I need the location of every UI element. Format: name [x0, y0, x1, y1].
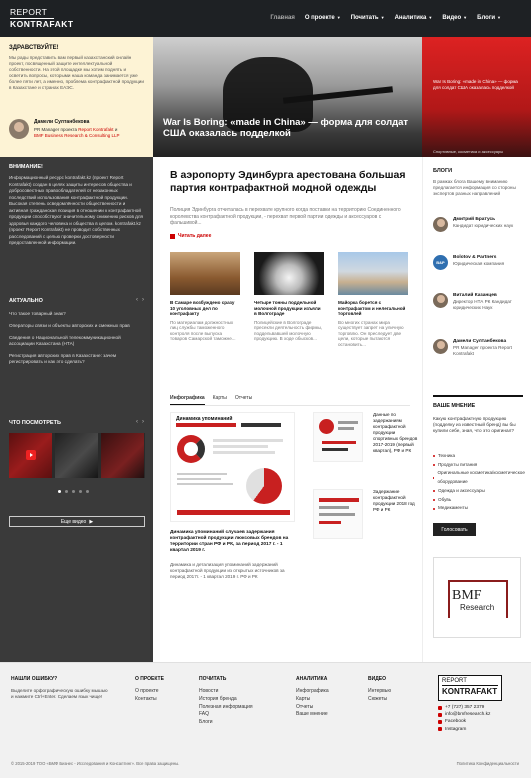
- carousel-dot[interactable]: [86, 490, 89, 493]
- infographic-heading: Динамика упоминаний: [176, 416, 233, 422]
- news-card[interactable]: [254, 252, 324, 342]
- nav-blogs[interactable]: [477, 15, 501, 21]
- footer-error-text: Выделите орфографическую ошибку мышью и нажмите Ctrl+Enter. Сделаем язык чище!: [11, 688, 108, 699]
- infographic-thumbnail-mark: [338, 427, 354, 430]
- play-icon[interactable]: [26, 450, 36, 460]
- nav-home[interactable]: [270, 15, 294, 21]
- radio-icon[interactable]: [433, 477, 434, 479]
- nav-home-label: Главная: [270, 15, 295, 21]
- side-hero-banner[interactable]: [422, 37, 531, 157]
- footer-link[interactable]: Интервью: [368, 688, 392, 694]
- poll-option-label: Продукты питания: [438, 461, 478, 467]
- poll-options: [433, 452, 525, 513]
- carousel-dot[interactable]: [72, 490, 75, 493]
- footer-link[interactable]: Сюжеты: [368, 695, 388, 702]
- carousel-dot[interactable]: [65, 490, 68, 493]
- chevron-right-icon[interactable]: ›: [142, 297, 144, 303]
- poll-option-label: Обувь: [438, 496, 452, 502]
- chevron-down-icon: ▼: [380, 15, 385, 20]
- avatar: [433, 255, 448, 270]
- blogger-item[interactable]: [433, 217, 528, 232]
- infographic-bar: [241, 423, 281, 427]
- hero-banner[interactable]: [153, 37, 422, 157]
- arrow-icon: [170, 234, 175, 239]
- tab-maps[interactable]: Карты: [212, 395, 227, 401]
- news-card-title[interactable]: Четыре тонны поддельной молочной продукции изъяли в Волгограде: [254, 300, 321, 316]
- carousel-dot[interactable]: [58, 490, 61, 493]
- infographic-bar: [177, 473, 227, 475]
- nav-analytics[interactable]: [395, 15, 433, 21]
- logo-line1: REPORT: [10, 7, 48, 17]
- infographic-bar: [213, 445, 268, 448]
- nav-about-label: О проекте: [304, 15, 335, 21]
- blogs-title: БЛОГИ: [433, 168, 453, 174]
- poll-option-label: Оригинальные косметика/косметическое оборудование: [437, 470, 525, 485]
- opinion-title: ВАШЕ МНЕНИЕ: [433, 403, 476, 409]
- carousel-dots: [58, 490, 89, 493]
- footer-col-title: ВИДЕО: [368, 676, 386, 682]
- side-hero-caption[interactable]: War Is Boring: «made in China» — форма для солдат США оказалась подделкой: [433, 79, 518, 90]
- footer-link[interactable]: Контакты: [135, 695, 157, 702]
- video-thumbnail[interactable]: [55, 433, 98, 478]
- blogger-role: Директор НТА РК Кандидат юридических Наук: [453, 299, 512, 310]
- article-title[interactable]: В аэропорту Эдинбурга арестована большая партия контрафактной модной одежды: [170, 169, 406, 194]
- blogger-role: Юридическая компания: [453, 261, 505, 266]
- welcome-title: ЗДРАВСТВУЙТЕ!: [9, 45, 59, 51]
- avatar: [433, 293, 448, 308]
- poll-option-label: Медикаменты: [438, 505, 468, 511]
- footer-link[interactable]: FAQ: [199, 711, 210, 718]
- video-camera-icon: ▶: [89, 518, 94, 525]
- attention-text: Информационный ресурс kontrafakt.kz (проект Report Kontrafakt) создан в целях защиты интересов общества и добросовестных правообладателей от незаконных последствий использования контрафактной продукции. Высокая степень осведомлённости общественности и активная гражданская позиция в отношении к контрафактной продукции способствуют значительному снижению рисков для здоровья каждого человека и общества в целом. kontrafakt.kz (проект Report Kontrafakt) не проводит собственных расследований с целью проверки достоверности предоставленной информации.: [9, 175, 144, 245]
- contact-email[interactable]: [438, 711, 528, 718]
- news-card[interactable]: [170, 252, 240, 342]
- contact-instagram-text: Instagram: [445, 726, 467, 732]
- chevron-down-icon: ▼: [497, 15, 501, 20]
- infographic-thumbnail[interactable]: [313, 412, 363, 462]
- infographic-thumbnail-mark: [319, 513, 355, 516]
- infographic-thumbnail-mark: [319, 506, 349, 509]
- infographic-thumbnail-mark: [319, 521, 341, 524]
- news-card-desc: Полицейские в Волгограде пресекли деятельность фирмы, поддельвавшей молочную продукцию. В ходе обысков...: [254, 319, 323, 341]
- more-videos-label: Еще видео: [60, 518, 87, 525]
- contact-email-text: info@bmfresearch.kz: [445, 712, 491, 718]
- news-card-image[interactable]: [338, 252, 408, 295]
- chevron-right-icon[interactable]: ›: [142, 419, 144, 425]
- site-header: [0, 0, 531, 37]
- video-thumbnail[interactable]: [9, 433, 52, 478]
- avatar: [433, 217, 448, 232]
- infographic-donut: [177, 435, 205, 463]
- main-content: [153, 157, 422, 662]
- analytics-tabs: [170, 395, 252, 405]
- chevron-down-icon: ▼: [428, 15, 433, 20]
- blogger-role: Кандидат юридических наук: [453, 223, 514, 228]
- actual-item[interactable]: Сведения о Национальной телекоммуникационной ассоциации Казахстана (НТА): [9, 335, 121, 346]
- infographic-item-title[interactable]: Задержание контрафактной продукции 2018 год РФ и РК: [373, 489, 415, 512]
- infographic-thumbnail-mark: [338, 421, 358, 424]
- author-org2-link[interactable]: BMF Business Research & Consulting LLP: [34, 133, 120, 138]
- contact-phone[interactable]: [438, 704, 528, 711]
- phone-icon: [438, 706, 442, 710]
- author-role-and: и: [114, 127, 118, 132]
- footer-link[interactable]: Карты: [296, 695, 311, 702]
- bmf-logo-subtext: Research: [460, 603, 495, 612]
- actual-arrows: [136, 297, 144, 303]
- actual-title: АКТУАЛЬНО: [9, 298, 43, 304]
- infographic-thumbnail-mark: [319, 419, 334, 434]
- footer-col-video: [368, 676, 391, 704]
- carousel-dot[interactable]: [79, 490, 82, 493]
- vote-button[interactable]: Голосовать: [433, 523, 476, 536]
- poll-option[interactable]: [433, 469, 525, 486]
- article-lead: Полиция Эдинбурга отчиталась в перехвате крупного когда поставки на территорию Соединенного королевства контрафактной продукции, - перехват первой партии одежды и аксессуаров с фальшивой...: [170, 207, 401, 226]
- privacy-link[interactable]: Политика Конфиденциальности: [456, 761, 519, 766]
- blogger-item[interactable]: [433, 293, 528, 311]
- attention-title: ВНИМАНИЕ!: [9, 164, 43, 170]
- right-sidebar: [422, 157, 531, 662]
- bmf-logo-text: BMF: [452, 588, 482, 603]
- welcome-author: [9, 119, 120, 139]
- contact-instagram[interactable]: [438, 726, 528, 733]
- footer-logo-line1: REPORT: [442, 678, 467, 684]
- facebook-icon: [438, 720, 442, 724]
- footer-col-analytics: [296, 676, 329, 719]
- footer-logo[interactable]: [438, 675, 502, 701]
- bp-logo: B&P: [436, 260, 445, 265]
- blogger-name[interactable]: Виталий Казанцев: [453, 293, 497, 298]
- radio-icon[interactable]: [433, 490, 435, 492]
- videos-title: ЧТО ПОСМОТРЕТЬ: [9, 420, 61, 426]
- tab-reports[interactable]: Отчеты: [234, 395, 253, 401]
- news-card-title[interactable]: В Самаре возбуждено сразу 10 уголовных дел по контрафакту: [170, 300, 235, 316]
- footer-col-title: АНАЛИТИКА: [296, 676, 328, 682]
- copyright: © 2015-2019 ТОО «БМФ Бизнес - Исследования и Консалтинг». Все права защищены.: [11, 761, 180, 766]
- mail-icon: [438, 713, 442, 717]
- poll-option[interactable]: [433, 487, 525, 496]
- footer-col-read: [199, 676, 253, 727]
- chevron-left-icon[interactable]: ‹: [136, 297, 138, 303]
- actual-item[interactable]: Регистрация авторских прав в Казахстане: зачем регистрировать и как это сделать?: [9, 353, 117, 364]
- news-card-desc: Во многих странах мира существует запрет на уличную торговлю. Он преследует две цели, которые пытаются остановить...: [338, 319, 404, 347]
- footer-link[interactable]: Отчеты: [296, 703, 314, 710]
- author-role-prefix: PR Manager проекта: [34, 127, 77, 132]
- divider: [433, 395, 523, 397]
- nav-blogs-label: Блоги: [477, 15, 496, 21]
- actual-list: [9, 311, 144, 371]
- welcome-text: Мы рады представить вам первый казахстанский онлайн проект, посвященный защите интеллектуальной собственности. На этой площадке мы хотим поднять и осветить вопросы, которыми наша команда занимается уже более пяти лет, а именно, проблема контрафактной продукции в Казахстане и странах ЕАЭС.: [9, 55, 144, 90]
- infographic-item-title[interactable]: Данные по задержаниям контрафактной продукции спортивных брендов 2017-2019 (первый квартал), РФ и РК: [373, 412, 418, 453]
- nav-read[interactable]: [351, 15, 385, 21]
- footer-link[interactable]: Блоги: [199, 719, 213, 726]
- footer-contacts: [438, 704, 528, 733]
- news-card-image[interactable]: [170, 252, 240, 295]
- poll-option[interactable]: [433, 452, 525, 461]
- infographic-thumbnail[interactable]: [313, 489, 363, 539]
- tab-divider: [170, 405, 410, 406]
- footer-link[interactable]: История бренда: [199, 695, 237, 702]
- author-org-link[interactable]: Report Kontrafakt: [78, 127, 114, 132]
- attention-block: [0, 164, 153, 247]
- blogger-name[interactable]: Дамели Султанбекова: [453, 339, 507, 344]
- infographic-preview[interactable]: [170, 412, 295, 522]
- blogger-item[interactable]: [433, 339, 528, 357]
- nav-video[interactable]: [442, 15, 467, 21]
- video-carousel: [9, 433, 145, 478]
- radio-icon[interactable]: [433, 455, 435, 457]
- radio-icon[interactable]: [433, 464, 435, 466]
- footer-error-col: [11, 676, 111, 700]
- poll-option-label: Техника: [438, 453, 456, 458]
- instagram-icon: [438, 727, 442, 731]
- blogger-name[interactable]: Bolotov & Partners: [453, 255, 497, 260]
- left-sidebar: [0, 37, 153, 662]
- actual-item[interactable]: Что такое товарный знак?: [9, 311, 66, 316]
- infographic-bar: [213, 451, 275, 454]
- news-card-image[interactable]: [254, 252, 324, 295]
- hero-caption[interactable]: War Is Boring: «made in China» — форма для солдат США оказалась подделкой: [163, 117, 409, 139]
- poll-question: Какую контрафактную продукцию (подделку из известный бренд) вы бы купили себе, зная, что это оригинал?: [433, 416, 516, 433]
- avatar: [9, 119, 29, 139]
- read-more-link[interactable]: [170, 233, 211, 239]
- videos-arrows: [136, 419, 144, 425]
- infographic-thumbnail-mark: [322, 441, 356, 444]
- news-card-title[interactable]: Майорка борется с контрафактом и нелегальной торговлей: [338, 300, 406, 316]
- contact-phone-text: +7 (727) 357 2379: [445, 705, 485, 710]
- infographic-bar: [177, 510, 290, 515]
- video-thumbnail[interactable]: [101, 433, 144, 478]
- blogger-role: PR Manager проекта Report Kontrafakt: [453, 345, 512, 356]
- footer-logo-rule: [442, 685, 498, 686]
- footer-col-about: [135, 676, 164, 704]
- main-nav: [270, 15, 501, 21]
- radio-icon[interactable]: [433, 508, 435, 510]
- nav-about[interactable]: [305, 15, 341, 21]
- footer-col-title: О ПРОЕКТЕ: [135, 676, 164, 682]
- author-name: Дамели Султанбекова: [34, 119, 90, 125]
- site-footer: [0, 662, 531, 778]
- footer-logo-line2: KONTRAFAKT: [442, 687, 498, 696]
- read-more-label: Читать далее: [178, 233, 212, 239]
- more-videos-button[interactable]: [9, 516, 145, 527]
- infographic-caption[interactable]: Динамика упоминаний случаев задержания контрафактной продукции люксовых брендов на территории стран РФ и РК, за период 2017 г. - 1 квартал 2019 г.: [170, 530, 289, 553]
- infographic-subtitle: Динамика и детализация упоминаний задержаний контрафактной продукции из открытых источников за период 2017г. - 1 квартал 2019 г. РФ и РК: [170, 562, 285, 579]
- footer-link[interactable]: Полезная информация: [199, 703, 253, 710]
- infographic-thumbnail-mark: [322, 448, 348, 451]
- author-role: [34, 127, 120, 139]
- poll-option[interactable]: [433, 496, 525, 505]
- contact-facebook-text: Facebook: [445, 719, 467, 725]
- chevron-left-icon[interactable]: ‹: [136, 419, 138, 425]
- logo-line2: KONTRAFAKT: [10, 19, 74, 29]
- contact-facebook[interactable]: [438, 718, 528, 725]
- news-card[interactable]: [338, 252, 408, 347]
- blogger-name[interactable]: Дмитрий Братусь: [453, 217, 496, 222]
- avatar: [433, 339, 448, 354]
- infographic-thumbnail-mark: [319, 498, 359, 502]
- infographic-bar: [177, 478, 221, 480]
- infographic-bar: [177, 483, 233, 485]
- footer-link[interactable]: О проекте: [135, 688, 159, 694]
- radio-icon[interactable]: [433, 499, 435, 501]
- nav-analytics-label: Аналитика: [394, 15, 427, 21]
- chevron-down-icon: ▼: [336, 15, 341, 20]
- footer-link[interactable]: Ваше мнение: [296, 711, 328, 718]
- news-card-desc: По материалам должностных лиц службы таможенного контроля после выпуска товаров Самарской таможне...: [170, 319, 236, 341]
- footer-link[interactable]: Инфографика: [296, 688, 329, 694]
- tab-infographics[interactable]: Инфографика: [170, 395, 205, 405]
- nav-video-label: Видео: [442, 15, 462, 21]
- poll-option-label: Одежда и аксессуары: [438, 487, 485, 493]
- nav-read-label: Почитать: [350, 15, 379, 21]
- footer-link[interactable]: Новости: [199, 688, 219, 694]
- bmf-research-banner[interactable]: [433, 557, 521, 638]
- infographic-bar: [176, 423, 236, 427]
- infographic-bar: [213, 439, 283, 442]
- site-logo[interactable]: [10, 7, 74, 29]
- blogs-intro: В рамках блога Вашему вниманию предлагается информация со стороны экспертов разных направлений: [433, 179, 516, 196]
- chevron-down-icon: ▼: [463, 15, 468, 20]
- welcome-block: [0, 37, 153, 157]
- blogger-item[interactable]: [433, 255, 528, 270]
- poll-option[interactable]: [433, 504, 525, 513]
- side-hero-footer: Спортивные, косметика и аксессуары: [433, 149, 504, 154]
- infographic-pie: [246, 468, 282, 504]
- footer-error-title: НАШЛИ ОШИБКУ?: [11, 676, 58, 682]
- actual-item[interactable]: Операторы связи и объекты авторских и смежных прав: [9, 323, 130, 328]
- poll-option[interactable]: [433, 461, 525, 470]
- footer-col-title: ПОЧИТАТЬ: [199, 676, 227, 682]
